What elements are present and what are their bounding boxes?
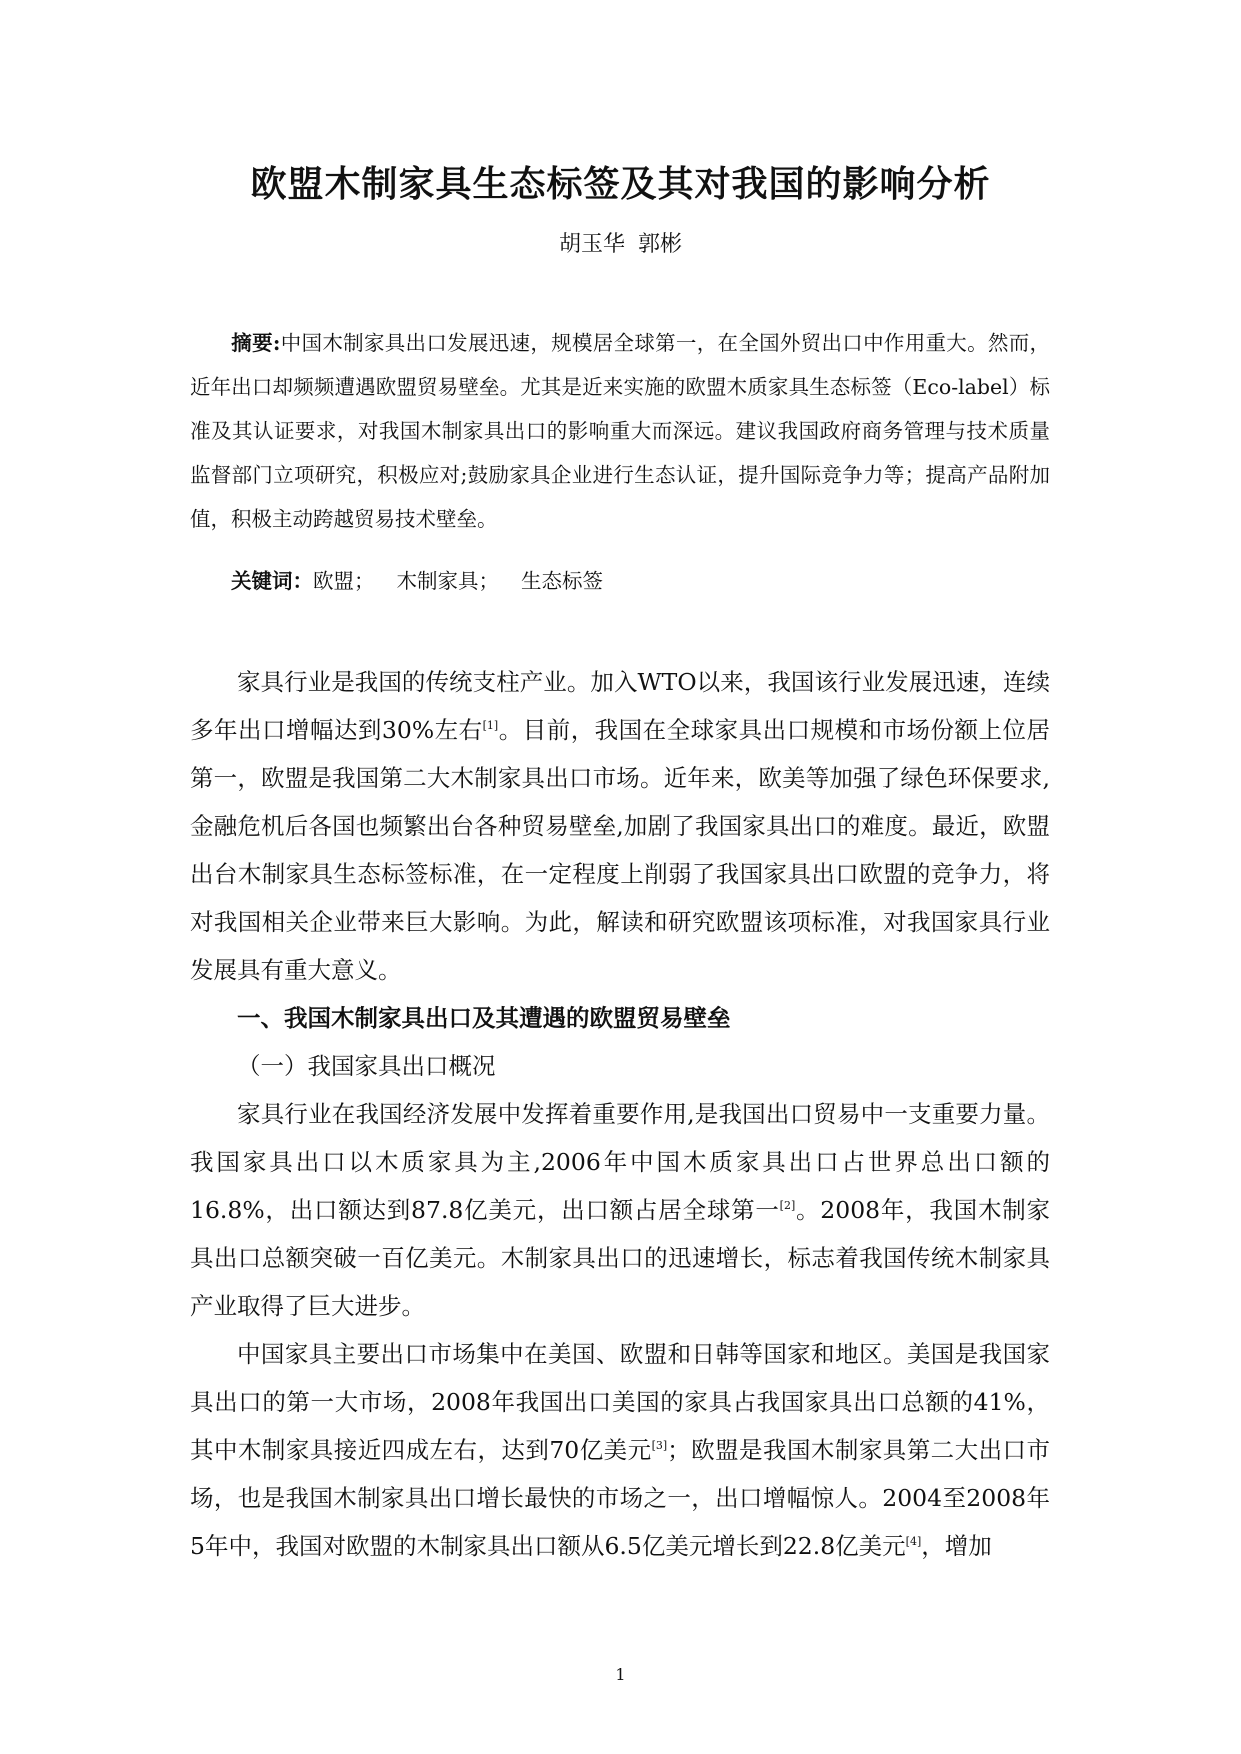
abstract-block [190,321,1050,541]
intro-paragraph [190,658,1050,994]
abstract-text: 中国木制家具出口发展迅速，规模居全球第一，在全国外贸出口中作用重大。然而，近年出口却频频遭遇欧盟贸易壁垒。尤其是近来实施的欧盟木质家具生态标签（Eco-label）标准及其认证要求，对我国木制家具出口的影响重大而深远。建议我国政府商务管理与技术质量监督部门立项研究，积极应对;鼓励家具企业进行生态认证，提升国际竞争力等；提高产品附加值，积极主动跨越贸易技术壁垒。 [190,331,1050,531]
keyword-item: 欧盟； [313,569,375,593]
paragraph-text: ，增加 [921,1532,992,1560]
body-paragraph [190,1330,1050,1570]
intro-text: 家具行业是我国的传统支柱产业。加入WTO以来，我国该行业发展迅速，连续多年出口增幅达到30%左右 [190,668,1050,744]
keywords-label: 关键词： [231,569,313,593]
paper-title: 欧盟木制家具生态标签及其对我国的影响分析 [250,163,991,205]
body-text [190,658,1050,1570]
citation-ref: [3] [651,1439,668,1452]
body-paragraph [190,1090,1050,1330]
keyword-item: 木制家具； [396,569,499,593]
citation-ref: [4] [905,1535,922,1548]
keywords-line [231,566,603,596]
subsection-heading: （一）我国家具出口概况 [237,1052,496,1080]
intro-text: 。目前，我国在全球家具出口规模和市场份额上位居第一，欧盟是我国第二大木制家具出口市场。近年来，欧美等加强了绿色环保要求,金融危机后各国也频繁出台各种贸易壁垒,加剧了我国家具出口的难度。最近，欧盟出台木制家具生态标签标准，在一定程度上削弱了我国家具出口欧盟的竞争力，将对我国相关企业带来巨大影响。为此，解读和研究欧盟该项标准，对我国家具行业发展具有重大意义。 [190,716,1051,984]
paragraph-text: ；欧盟是我国木制家具第二大出口市场，也是我国木制家具出口增长最快的市场之一，出口增幅惊人。2004至2008年5年中，我国对欧盟的木制家具出口额从6.5亿美元增长到22.8亿美元 [190,1436,1051,1560]
paragraph-text: 家具行业在我国经济发展中发挥着重要作用,是我国出口贸易中一支重要力量。我国家具出口以木质家具为主,2006年中国木质家具出口占世界总出口额的16.8%，出口额达到87.8亿美元，出口额占居全球第一 [190,1100,1050,1224]
paragraph-text: 中国家具主要出口市场集中在美国、欧盟和日韩等国家和地区。美国是我国家具出口的第一大市场，2008年我国出口美国的家具占我国家具出口总额的41%，其中木制家具接近四成左右，达到70亿美元 [190,1340,1050,1464]
page-number: 1 [615,1665,626,1684]
paper-authors: 胡玉华 郭彬 [559,232,682,257]
section-heading: 一、我国木制家具出口及其遭遇的欧盟贸易壁垒 [237,1004,731,1032]
paragraph-text: 。2008年，我国木制家具出口总额突破一百亿美元。木制家具出口的迅速增长，标志着我国传统木制家具产业取得了巨大进步。 [190,1196,1050,1320]
citation-ref: [1] [482,719,499,732]
abstract-label: 摘要: [231,331,281,355]
keyword-item: 生态标签 [521,569,603,593]
citation-ref: [2] [779,1199,796,1212]
